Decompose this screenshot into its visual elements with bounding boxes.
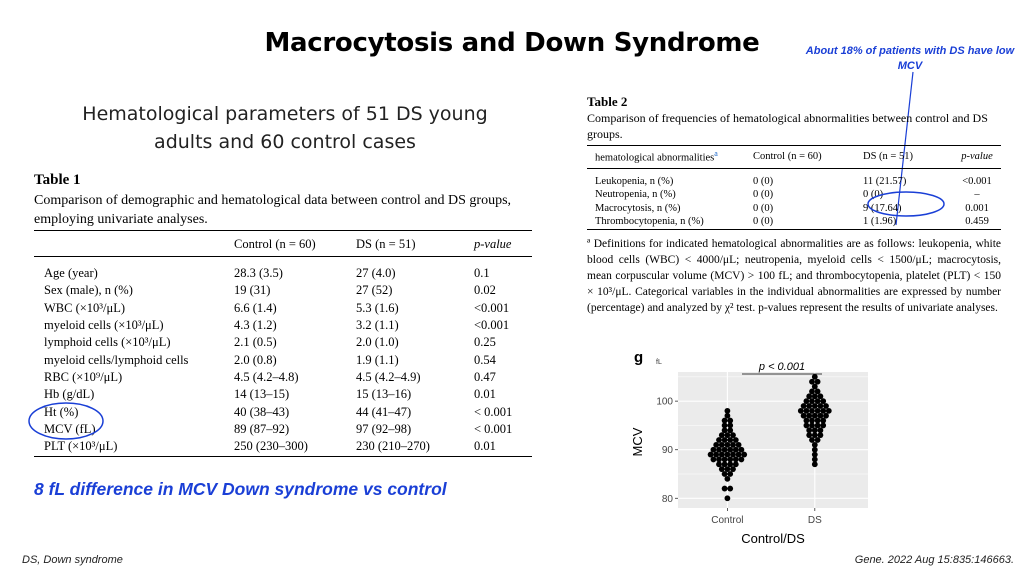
- table1-cell: 4.5 (4.2–4.8): [234, 369, 299, 384]
- table1-cell: 2.0 (0.8): [234, 352, 277, 367]
- table2-cell: Neutropenia, n (%): [595, 189, 676, 201]
- data-point: [727, 471, 733, 477]
- data-point: [727, 437, 733, 443]
- data-point: [713, 452, 719, 458]
- table1-header-cell: p-value: [474, 231, 532, 257]
- table1-cell: <0.001: [474, 318, 510, 333]
- y-tick-label: 100: [656, 396, 673, 408]
- data-point: [806, 413, 812, 419]
- data-point: [730, 432, 736, 438]
- data-point: [725, 466, 731, 472]
- table2-cell: –: [974, 189, 980, 201]
- data-point: [815, 379, 821, 385]
- data-point: [716, 457, 722, 463]
- table2-header-cell: p-value: [953, 146, 1001, 169]
- data-point: [815, 389, 821, 395]
- data-point: [820, 398, 826, 404]
- data-point: [812, 393, 818, 399]
- table1-cell: 0.01: [474, 387, 496, 402]
- table2-cell: <0.001: [962, 175, 992, 187]
- data-point: [722, 437, 728, 443]
- data-point: [804, 408, 810, 414]
- data-point: [719, 432, 725, 438]
- data-point: [809, 379, 815, 385]
- data-point: [736, 442, 742, 448]
- table1-cell: 2.1 (0.5): [234, 335, 277, 350]
- data-point: [809, 418, 815, 424]
- table1-cell: 230 (210–270): [356, 438, 474, 457]
- table1-cell: 4.3 (1.2): [234, 318, 277, 333]
- data-point: [806, 427, 812, 433]
- data-point: [812, 413, 818, 419]
- data-point: [711, 447, 717, 453]
- table1-cell: 14 (13–15): [234, 387, 290, 402]
- data-point: [722, 457, 728, 463]
- table1-cell: 0.1: [474, 266, 490, 281]
- table2-cell: 9 (17.64): [863, 202, 902, 214]
- data-point: [727, 418, 733, 424]
- table1-cell: 250 (230–300): [234, 438, 356, 457]
- table1-cell: Sex (male), n (%): [44, 283, 133, 298]
- table1-caption: Comparison of demographic and hematological data between control and DS groups, employing univariate analyses.: [34, 193, 512, 227]
- table1-cell: PLT (×10³/μL): [34, 438, 234, 457]
- y-axis-label: MCV: [630, 427, 645, 457]
- data-point: [739, 457, 745, 463]
- data-point: [818, 427, 824, 433]
- table2-header-cell: DS (n = 51): [863, 146, 953, 169]
- slide-subtitle: Hematological parameters of 51 DS young adults and 60 control cases: [82, 103, 488, 153]
- data-point: [722, 471, 728, 477]
- table1-cell: <0.001: [474, 300, 510, 315]
- footer-abbreviation: DS, Down syndrome: [22, 554, 123, 566]
- data-point: [812, 384, 818, 390]
- table1-cell: WBC (×10³/μL): [44, 300, 126, 315]
- table1-cell: 89 (87–92): [234, 421, 290, 436]
- table1-cell: 27 (52): [356, 283, 393, 298]
- table1-cell: 3.2 (1.1): [356, 318, 399, 333]
- data-point: [741, 452, 747, 458]
- table2-header-cell: Control (n = 60): [753, 146, 863, 169]
- table1-cell: myeloid cells (×10³/μL): [44, 318, 164, 333]
- data-point: [812, 427, 818, 433]
- data-point: [801, 403, 807, 409]
- table1-cell: < 0.001: [474, 421, 513, 436]
- table1-cell: 6.6 (1.4): [234, 300, 277, 315]
- data-point: [806, 403, 812, 409]
- macrocytosis-highlight-ellipse: [868, 192, 944, 216]
- table1-cell: 27 (4.0): [356, 266, 396, 281]
- data-point: [823, 403, 829, 409]
- table1-cell: 0.02: [474, 283, 496, 298]
- y-tick-label: 80: [661, 493, 673, 505]
- data-point: [801, 413, 807, 419]
- data-point: [725, 495, 731, 501]
- unit-label: fL: [656, 359, 662, 366]
- data-point: [809, 389, 815, 395]
- table1-cell: 1.9 (1.1): [356, 352, 399, 367]
- table2-cell: 0 (0): [753, 215, 863, 229]
- data-point: [711, 457, 717, 463]
- data-point: [806, 393, 812, 399]
- table2-cell: 0 (0): [753, 175, 774, 187]
- panel-label: g: [634, 350, 644, 366]
- data-point: [809, 408, 815, 414]
- y-tick-label: 90: [661, 445, 673, 457]
- data-point: [713, 442, 719, 448]
- data-point: [725, 476, 731, 482]
- data-point: [725, 432, 731, 438]
- table1-cell: Ht (%): [44, 404, 79, 419]
- data-point: [716, 437, 722, 443]
- x-axis-ticks: [711, 508, 822, 526]
- table1-header-cell: DS (n = 51): [356, 231, 474, 257]
- table1-cell: Hb (g/dL): [44, 387, 95, 402]
- table1-cell: 44 (41–47): [356, 404, 412, 419]
- x-tick-label: DS: [807, 515, 822, 526]
- data-point: [815, 418, 821, 424]
- slide-title: Macrocytosis and Down Syndrome: [264, 28, 760, 58]
- data-point: [716, 447, 722, 453]
- table2-cell: 0.459: [953, 215, 1001, 229]
- table2-cell: 0.001: [965, 202, 989, 214]
- table1-cell: 0.01: [474, 438, 532, 457]
- data-point: [727, 457, 733, 463]
- x-axis-label: Control/DS: [741, 531, 805, 546]
- table1-cell: 0.47: [474, 369, 496, 384]
- data-point: [733, 457, 739, 463]
- data-point: [739, 447, 745, 453]
- table1-cell: 5.3 (1.6): [356, 300, 399, 315]
- data-point: [719, 466, 725, 472]
- table2-cell: Macrocytosis, n (%): [595, 202, 681, 214]
- y-axis-ticks: [656, 397, 678, 505]
- data-point: [815, 437, 821, 443]
- table2-footnote: ª Definitions for indicated hematological abnormalities are as follows: leukopenia, white blood cells (WBC) < 4000/μL; neutropenia, myeloid cells < 1500/μL; macrocytosis, mean corpuscular volume (MCV) > 100 fL; and thrombocytopenia, platelet (PLT) < 150 × 10³/μL. Categorical variables in the individual abnormalities are expressed by number (percentage) and analyzed by χ² test. p-values represent the results of univariate analyses.: [587, 238, 1001, 314]
- data-point: [736, 452, 742, 458]
- data-point: [798, 408, 804, 414]
- data-point: [733, 447, 739, 453]
- table2-cell: Thrombocytopenia, n (%): [587, 215, 753, 229]
- table2-label: Table 2: [587, 94, 628, 109]
- table1-cell: 0.25: [474, 335, 496, 350]
- data-point: [730, 466, 736, 472]
- table2-cell: 0 (0): [753, 189, 774, 201]
- mcv-difference-note: 8 fL difference in MCV Down syndrome vs control: [34, 479, 447, 499]
- table1-cell: lymphoid cells (×10³/μL): [44, 335, 171, 350]
- data-point: [820, 418, 826, 424]
- table1-cell: myeloid cells/lymphoid cells: [44, 352, 189, 367]
- annotation-note: About 18% of patients with DS have low MCV: [805, 45, 1015, 72]
- table1-cell: 4.5 (4.2–4.9): [356, 369, 421, 384]
- data-point: [708, 452, 714, 458]
- table1-cell: 28.3 (3.5): [234, 266, 283, 281]
- data-point: [725, 442, 731, 448]
- data-point: [730, 452, 736, 458]
- data-point: [818, 393, 824, 399]
- table1-cell: 97 (92–98): [356, 421, 412, 436]
- table1-cell: 19 (31): [234, 283, 271, 298]
- data-point: [727, 486, 733, 492]
- table1-cell: Age (year): [44, 266, 98, 281]
- data-point: [812, 403, 818, 409]
- table1-cell: MCV (fL): [44, 421, 96, 436]
- data-point: [809, 398, 815, 404]
- data-point: [722, 447, 728, 453]
- table2-header-text: hematological abnormalities: [595, 152, 715, 164]
- data-point: [733, 437, 739, 443]
- data-point: [725, 452, 731, 458]
- data-point: [809, 437, 815, 443]
- table2-cell: 0 (0): [863, 189, 884, 201]
- table1-cell: 0.54: [474, 352, 496, 367]
- data-point: [727, 447, 733, 453]
- table1-cell: 15 (13–16): [356, 387, 412, 402]
- data-point: [815, 408, 821, 414]
- data-point: [722, 486, 728, 492]
- table2-cell: 11 (21.57): [863, 175, 907, 187]
- table2-cell: Leukopenia, n (%): [595, 175, 674, 187]
- footer-citation: Gene. 2022 Aug 15:835:146663.: [854, 554, 1014, 566]
- data-point: [818, 403, 824, 409]
- data-point: [719, 452, 725, 458]
- table2-cell: 1 (1.96): [863, 215, 953, 229]
- table1-cell: < 0.001: [474, 404, 513, 419]
- data-point: [812, 442, 818, 448]
- table1-cell: RBC (×10⁹/μL): [44, 369, 123, 384]
- data-point: [823, 413, 829, 419]
- data-point: [826, 408, 832, 414]
- significance-label: p < 0.001: [758, 361, 806, 373]
- table1-label: Table 1: [34, 172, 81, 188]
- table2-caption: Comparison of frequencies of hematological abnormalities between control and DS groups.: [587, 111, 988, 141]
- mcv-dot-chart: [620, 350, 880, 550]
- x-tick-label: Control: [711, 515, 744, 526]
- plot-panel: [678, 372, 868, 508]
- data-point: [804, 418, 810, 424]
- data-point: [719, 442, 725, 448]
- data-point: [730, 442, 736, 448]
- table2-header-mark: a: [714, 149, 718, 158]
- data-point: [804, 398, 810, 404]
- data-point: [812, 374, 818, 380]
- data-point: [815, 398, 821, 404]
- table2-cell: 0 (0): [753, 202, 774, 214]
- data-point: [722, 418, 728, 424]
- data-point: [820, 408, 826, 414]
- table1-cell: 2.0 (1.0): [356, 335, 399, 350]
- table1-cell: 40 (38–43): [234, 404, 290, 419]
- table1-header-cell: Control (n = 60): [234, 231, 356, 257]
- mcv-highlight-ellipse: [29, 403, 103, 439]
- data-point: [725, 408, 731, 414]
- data-point: [818, 413, 824, 419]
